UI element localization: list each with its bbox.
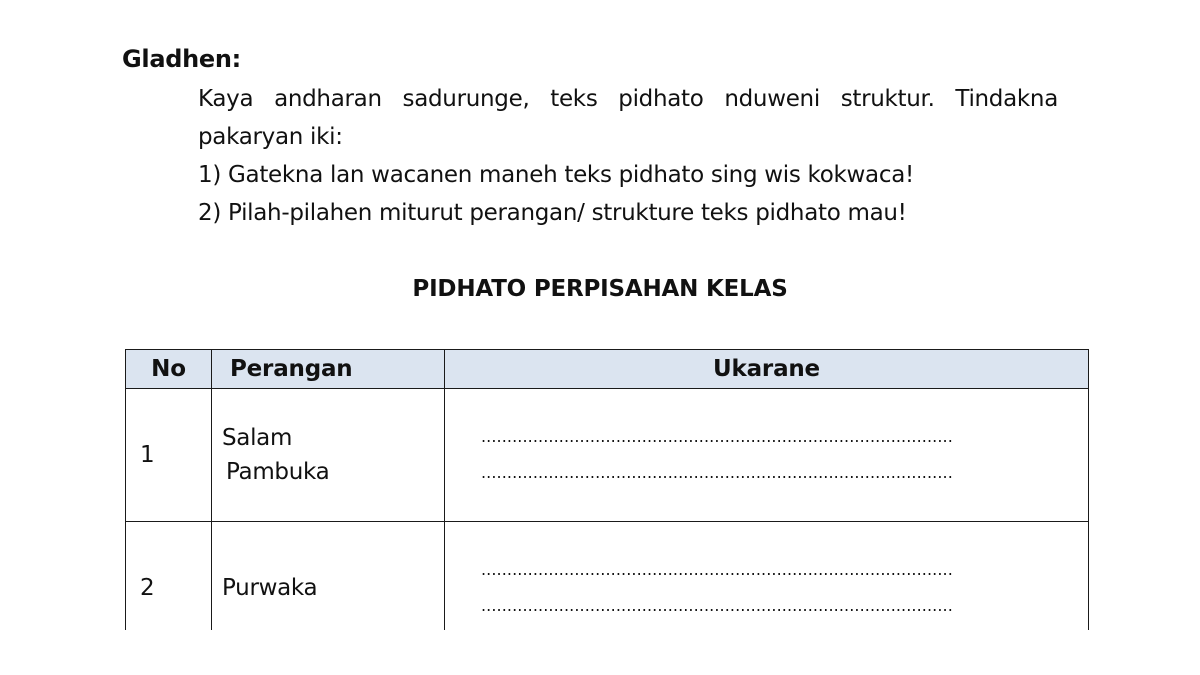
table-row: [126, 522, 1089, 631]
header-part: Perangan: [212, 350, 445, 389]
instruction-list: [198, 156, 1058, 232]
answer-blank-line[interactable]: ...........................................................................................: [481, 560, 953, 579]
structure-table-container: [124, 348, 1090, 630]
exercise-heading: Gladhen:: [122, 45, 241, 73]
row-part: [212, 522, 445, 631]
answer-blank-line[interactable]: ...........................................................................................: [481, 463, 953, 482]
table-header-row: [126, 350, 1089, 389]
answer-blank-line[interactable]: ...........................................................................................: [481, 427, 953, 446]
row-part-line: Pambuka: [226, 459, 330, 485]
answer-cell[interactable]: [445, 522, 1089, 631]
row-part-line: Purwaka: [222, 575, 318, 601]
row-number: 1: [126, 389, 212, 522]
header-sentence: Ukarane: [445, 350, 1089, 389]
intro-paragraph: Kaya andharan sadurunge, teks pidhato nduweni struktur. Tindakna pakaryan iki:: [198, 86, 1058, 150]
instruction-step-1: 1) Gatekna lan wacanen maneh teks pidhato sing wis kokwaca!: [198, 162, 914, 188]
row-number: 2: [126, 522, 212, 631]
exercise-intro: [198, 80, 1058, 156]
header-no: No: [126, 350, 212, 389]
structure-table: [125, 349, 1089, 630]
instruction-step-2: 2) Pilah-pilahen miturut perangan/ strukture teks pidhato mau!: [198, 200, 907, 226]
row-part: [212, 389, 445, 522]
answer-blank-line[interactable]: ...........................................................................................: [481, 596, 953, 615]
answer-cell[interactable]: [445, 389, 1089, 522]
table-row: [126, 389, 1089, 522]
speech-title: PIDHATO PERPISAHAN KELAS: [412, 276, 788, 302]
row-part-line: Salam: [222, 425, 293, 451]
